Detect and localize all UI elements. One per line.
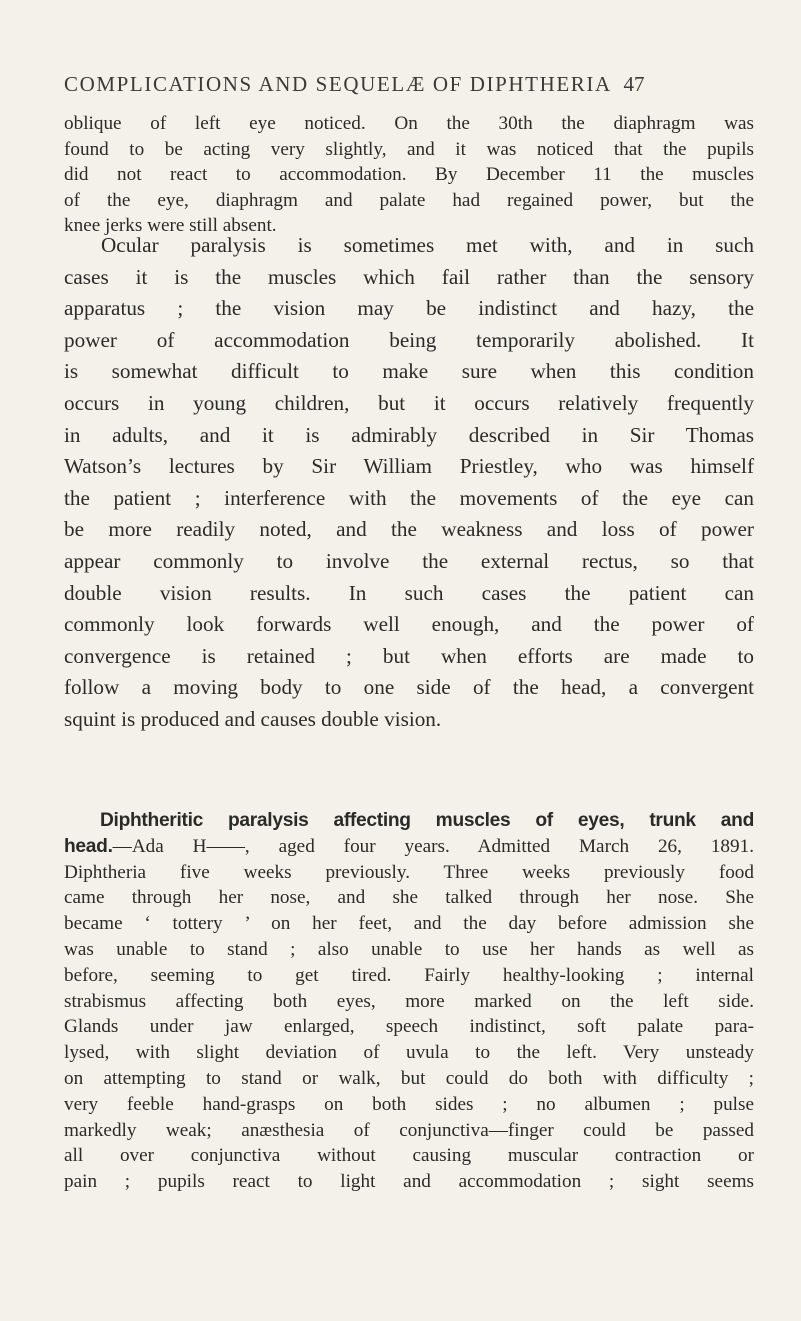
text-line: occurs in young children, but it occurs relatively frequently: [64, 390, 754, 415]
text-line: pain ; pupils react to light and accommodation ; sight seems: [64, 1171, 754, 1193]
text-line: appear commonly to involve the external rectus, so that: [64, 548, 754, 573]
text-line: convergence is retained ; but when efforts are made to: [64, 643, 754, 668]
case-heading: Diphtheritic paralysis affecting muscles of eyes, trunk and: [100, 810, 754, 831]
text-line: lysed, with slight deviation of uvula to the left. Very unsteady: [64, 1042, 754, 1064]
text-line: cases it is the muscles which fail rather than the sensory: [64, 264, 754, 289]
text-line: commonly look forwards well enough, and the power of: [64, 612, 754, 637]
text-line: found to be acting very slightly, and it was noticed that the pupils: [64, 138, 754, 160]
text-line: became ‘ tottery ’ on her feet, and the day before admission she: [64, 913, 754, 935]
running-header: [64, 72, 754, 97]
paragraph-ocular-paralysis: [64, 230, 754, 736]
text-line: strabismus affecting both eyes, more marked on the left side.: [64, 990, 754, 1012]
text-line: did not react to accommodation. By December 11 the muscles: [64, 164, 754, 186]
header-title: COMPLICATIONS AND SEQUELÆ OF DIPHTHERIA: [64, 72, 611, 96]
text-line: came through her nose, and she talked through her nose. She: [64, 887, 754, 909]
case-intro: —Ada H——, aged four years. Admitted March 26, 1891.: [112, 835, 754, 857]
case-heading-end: head.: [64, 835, 113, 857]
paragraph-case-continuation: [64, 111, 754, 239]
text-line: [64, 834, 754, 860]
text-line: markedly weak; anæsthesia of conjunctiva—finger could be passed: [64, 1119, 754, 1141]
text-line: in adults, and it is admirably described in Sir Thomas: [64, 422, 754, 447]
text-line: knee jerks were still absent.: [64, 215, 277, 237]
text-line: squint is produced and causes double vision.: [64, 706, 442, 731]
page-number: 47: [623, 72, 645, 96]
text-line: is somewhat difficult to make sure when this condition: [64, 359, 754, 384]
text-line: Watson’s lectures by Sir William Priestley, who was himself: [64, 454, 754, 479]
text-line: Ocular paralysis is sometimes met with, and in such: [101, 233, 754, 257]
text-line: apparatus ; the vision may be indistinct and hazy, the: [64, 296, 754, 321]
text-line: power of accommodation being temporarily abolished. It: [64, 327, 754, 352]
text-line: the patient ; interference with the movements of the eye can: [64, 485, 754, 510]
text-line: on attempting to stand or walk, but could do both with difficulty ;: [64, 1067, 754, 1089]
text-line: oblique of left eye noticed. On the 30th the diaphragm was: [64, 113, 754, 134]
text-line: of the eye, diaphragm and palate had regained power, but the: [64, 189, 754, 211]
text-line: before, seeming to get tired. Fairly healthy-looking ; internal: [64, 964, 754, 986]
text-line: was unable to stand ; also unable to use her hands as well as: [64, 938, 754, 960]
paragraph-case-report: [64, 808, 754, 1195]
text-line: all over conjunctiva without causing muscular contraction or: [64, 1145, 754, 1167]
text-line: follow a moving body to one side of the head, a convergent: [64, 675, 754, 700]
text-line: be more readily noted, and the weakness and loss of power: [64, 517, 754, 542]
text-line: double vision results. In such cases the patient can: [64, 580, 754, 605]
text-line: Diphtheria five weeks previously. Three weeks previously food: [64, 861, 754, 883]
text-line: very feeble hand-grasps on both sides ; no albumen ; pulse: [64, 1093, 754, 1115]
text-line: Glands under jaw enlarged, speech indistinct, soft palate para-: [64, 1016, 754, 1038]
